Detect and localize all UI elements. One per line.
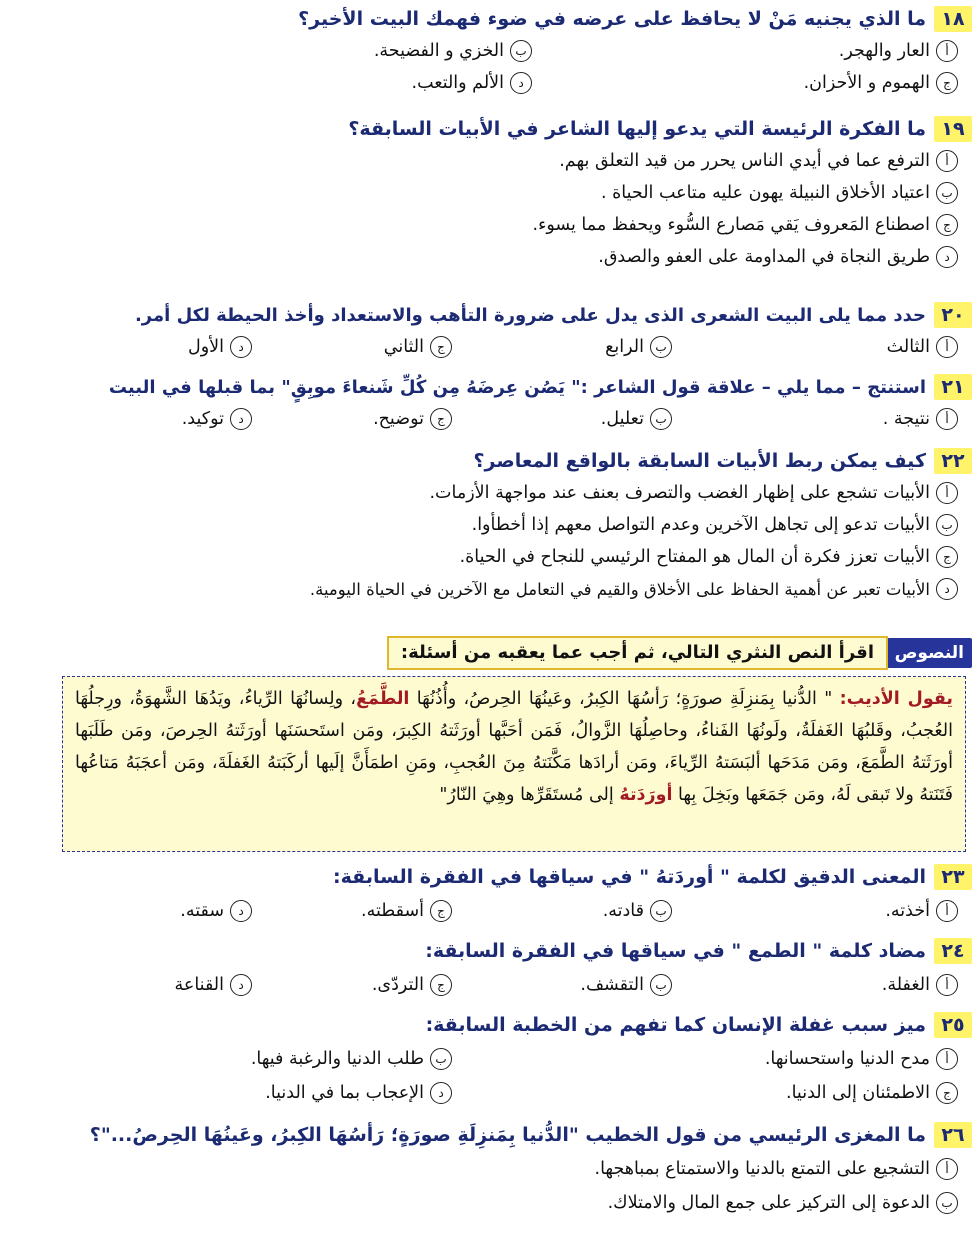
- option-letter: د: [230, 900, 252, 922]
- option-text: أسقطته.: [361, 901, 424, 921]
- option-text: تعليل.: [600, 409, 644, 429]
- option-text: طريق النجاة في المداومة على العفو والصدق.: [598, 247, 930, 267]
- option-b[interactable]: [601, 404, 672, 434]
- option-letter: ج: [430, 336, 452, 358]
- option-b[interactable]: [580, 970, 672, 1000]
- option-b[interactable]: [472, 510, 958, 540]
- option-b[interactable]: [605, 332, 672, 362]
- option-text: طلب الدنيا والرغبة فيها.: [250, 1049, 424, 1069]
- option-letter: أ: [936, 40, 958, 62]
- option-text: توكيد.: [181, 409, 224, 429]
- question-23: [8, 862, 972, 928]
- option-letter: ب: [650, 408, 672, 430]
- option-text: اصطناع المَعروف يَقي مَصارع السُّوء ويحفظ مما يسوء.: [532, 215, 930, 235]
- option-d[interactable]: [175, 970, 252, 1000]
- option-c[interactable]: [533, 210, 958, 240]
- option-text: الثالث: [886, 337, 930, 357]
- question-number: ٢٥: [934, 1012, 972, 1038]
- option-letter: د: [936, 578, 958, 600]
- option-letter: د: [230, 974, 252, 996]
- section-header: [8, 636, 972, 670]
- option-b[interactable]: [251, 1044, 452, 1074]
- question-text: المعنى الدقيق لكلمة " أوردَتهُ " في سياقها في الفقرة السابقة:: [333, 866, 926, 888]
- option-letter: ج: [430, 974, 452, 996]
- question-text: كيف يمكن ربط الأبيات السابقة بالواقع المعاصر؟: [473, 450, 926, 472]
- question-22: [8, 446, 972, 604]
- question-21: [8, 372, 972, 436]
- option-letter: د: [230, 408, 252, 430]
- option-letter: أ: [936, 150, 958, 172]
- option-letter: ب: [650, 974, 672, 996]
- option-d[interactable]: [412, 68, 533, 98]
- option-letter: أ: [936, 1048, 958, 1070]
- option-a[interactable]: [885, 896, 958, 926]
- option-text: القناعة: [174, 975, 224, 995]
- option-text: الرابع: [605, 337, 644, 357]
- option-letter: ب: [936, 182, 958, 204]
- question-text: مضاد كلمة " الطمع " في سياقها في الفقرة السابقة:: [425, 940, 926, 962]
- option-text: الغفلة.: [881, 975, 930, 995]
- option-text: الألم والتعب.: [411, 73, 504, 93]
- option-c[interactable]: [460, 542, 958, 572]
- question-number: ١٩: [934, 116, 972, 142]
- option-a[interactable]: [765, 1044, 958, 1074]
- question-number: ٢٤: [934, 938, 972, 964]
- option-letter: ب: [936, 1192, 958, 1214]
- option-c[interactable]: [361, 896, 452, 926]
- prose-passage: [62, 676, 966, 852]
- option-a[interactable]: [882, 970, 958, 1000]
- option-letter: أ: [936, 974, 958, 996]
- option-text: التشجيع على التمتع بالدنيا والاستمتاع بمباهجها.: [594, 1159, 930, 1179]
- option-text: توضيح.: [373, 409, 424, 429]
- option-letter: أ: [936, 408, 958, 430]
- option-letter: أ: [936, 900, 958, 922]
- option-letter: ج: [936, 214, 958, 236]
- question-text: ميز سبب غفلة الإنسان كما تفهم من الخطبة السابقة:: [425, 1014, 926, 1036]
- option-a[interactable]: [429, 478, 958, 508]
- option-text: التردّى.: [371, 975, 424, 995]
- option-c[interactable]: [372, 970, 452, 1000]
- passage-text: إلى مُستَقَرِّها وهِيَ النّارُ": [439, 785, 620, 805]
- option-letter: ب: [650, 336, 672, 358]
- option-text: سقته.: [180, 901, 224, 921]
- option-d[interactable]: [188, 332, 252, 362]
- option-text: الاطمئنان إلى الدنيا.: [786, 1083, 930, 1103]
- option-text: الدعوة إلى التركيز على جمع المال والامتلاك.: [607, 1193, 930, 1213]
- option-a[interactable]: [595, 1154, 959, 1184]
- question-text: ما الذي يجنيه مَنْ لا يحافظ على عرضه في ضوء فهمك البيت الأخير؟: [298, 8, 926, 30]
- option-letter: ج: [936, 1082, 958, 1104]
- option-letter: أ: [936, 336, 958, 358]
- option-text: الأول: [187, 337, 224, 357]
- option-b[interactable]: [601, 178, 958, 208]
- option-text: اعتياد الأخلاق النبيلة يهون عليه متاعب الحياة .: [601, 183, 930, 203]
- option-d[interactable]: [182, 404, 252, 434]
- option-letter: ج: [430, 900, 452, 922]
- question-24: [8, 936, 972, 1002]
- question-text: استنتج – مما يلي – علاقة قول الشاعر :" يَصُن عِرضَهُ مِن كُلِّ شَنعاءَ موبِقٍ" بما قبلها في البيت: [108, 376, 926, 398]
- question-25: [8, 1010, 972, 1110]
- option-d[interactable]: [180, 896, 252, 926]
- option-b[interactable]: [608, 1188, 958, 1218]
- highlight-awradat: أورَدَتهُ: [619, 785, 673, 805]
- option-d[interactable]: [598, 242, 958, 272]
- section-label: النصوص: [887, 638, 972, 668]
- option-text: الترفع عما في أيدي الناس يحرر من قيد التعلق بهم.: [559, 151, 930, 171]
- option-text: الأبيات تعزز فكرة أن المال هو المفتاح الرئيسي للنجاح في الحياة.: [459, 547, 930, 567]
- question-number: ٢٢: [934, 448, 972, 474]
- option-letter: أ: [936, 482, 958, 504]
- option-text: الهموم و الأحزان.: [803, 73, 930, 93]
- option-letter: د: [510, 72, 532, 94]
- option-text: العار والهجر.: [838, 41, 930, 61]
- question-text: ما الفكرة الرئيسة التي يدعو إليها الشاعر في الأبيات السابقة؟: [348, 118, 926, 140]
- option-text: نتيجة .: [882, 409, 930, 429]
- question-number: ١٨: [934, 6, 972, 32]
- passage-speaker: يقول الأديب:: [839, 689, 953, 709]
- question-number: ٢٣: [934, 864, 972, 890]
- passage-text: " الدُّنيا بِمَنزِلَةِ صورَةٍ؛ رَأسُهَا الكِبرُ، وعَينُهَا الحِرصُ، وأُذُنُهَا: [409, 689, 833, 709]
- question-text: حدد مما يلى البيت الشعرى الذى يدل على ضرورة التأهب والاستعداد وأخذ الحيطة لكل أمر.: [134, 304, 926, 326]
- option-text: قادته.: [602, 901, 644, 921]
- question-18: [8, 4, 972, 98]
- question-number: ٢٠: [934, 302, 972, 328]
- option-letter: أ: [936, 1158, 958, 1180]
- option-letter: د: [936, 246, 958, 268]
- option-letter: ب: [936, 514, 958, 536]
- question-19: [8, 114, 972, 272]
- option-text: الإعجاب بما في الدنيا.: [265, 1083, 424, 1103]
- option-text: التقشف.: [580, 975, 644, 995]
- option-b[interactable]: [603, 896, 672, 926]
- option-text: الأبيات تعبر عن أهمية الحفاظ على الأخلاق والقيم في التعامل مع الآخرين في الحياة اليومية.: [309, 579, 930, 599]
- option-letter: ب: [650, 900, 672, 922]
- highlight-tamaa: الطَّمَعُ: [356, 689, 410, 709]
- question-number: ٢٦: [934, 1122, 972, 1148]
- option-text: الأبيات تشجع على إظهار الغضب والتصرف بعنف عند مواجهة الأزمات.: [429, 483, 930, 503]
- option-c[interactable]: [804, 68, 958, 98]
- question-text: ما المغزى الرئيسي من قول الخطيب "الدُّنيا بِمَنزِلَةِ صورَةٍ؛ رَأسُهَا الكِبرُ، وعَينُهَا الحِرصُ..."؟: [89, 1124, 926, 1146]
- option-letter: ج: [936, 546, 958, 568]
- option-c[interactable]: [786, 1078, 958, 1108]
- option-a[interactable]: [559, 146, 958, 176]
- option-a[interactable]: [883, 404, 958, 434]
- question-20: [8, 300, 972, 364]
- option-text: الخزي و الفضيحة.: [373, 41, 504, 61]
- passage-text: ، ولِسانُهَا الرِّياءُ، ويَدُهَا الشَّهوَةُ، ورِجلُهَا العُجبُ، وقَلبُهَا الغَفلَةُ، ولَونُهَا الفَناءُ، وحاصِلُهَا الزَّوالُ، فَمَن أحَبَّها أورَثَتهُ الكِبرَ، ومَن استَحسَنَها أورَثَتهُ الحِرصَ، ومَن طَلَبَها أورَثَتهُ الطَّمَعَ، ومَن مَدَحَها ألبَسَتهُ الرِّياءَ، ومَن أرادَها مَكَّنَتهُ مِنَ العُجبِ، ومَنِ اطمَأَنَّ إلَيها أركَبَتهُ الغَفلَةَ، ومَن أعجَبَهُ مَتاعُها فَتَنَتهُ ولا تَبقى لَهُ، ومَن جَمَعَها وبَخِلَ بِها: [75, 689, 953, 805]
- option-letter: د: [230, 336, 252, 358]
- option-letter: ج: [430, 408, 452, 430]
- question-26: [8, 1120, 972, 1220]
- option-text: الثاني: [383, 337, 424, 357]
- option-d[interactable]: [310, 574, 958, 604]
- option-a[interactable]: [887, 332, 958, 362]
- option-letter: ب: [510, 40, 532, 62]
- option-letter: ب: [430, 1048, 452, 1070]
- option-text: أخذته.: [885, 901, 930, 921]
- option-a[interactable]: [839, 36, 958, 66]
- section-instruction: اقرأ النص النثري التالي، ثم أجب عما يعقبه من أسئلة:: [387, 636, 888, 670]
- option-d[interactable]: [265, 1078, 452, 1108]
- option-text: مدح الدنيا واستحسانها.: [764, 1049, 930, 1069]
- option-letter: ج: [936, 72, 958, 94]
- option-letter: د: [430, 1082, 452, 1104]
- option-c[interactable]: [373, 404, 452, 434]
- option-text: الأبيات تدعو إلى تجاهل الآخرين وعدم التواصل معهم إذا أخطأوا.: [471, 515, 930, 535]
- question-number: ٢١: [934, 374, 972, 400]
- option-b[interactable]: [374, 36, 532, 66]
- option-c[interactable]: [384, 332, 452, 362]
